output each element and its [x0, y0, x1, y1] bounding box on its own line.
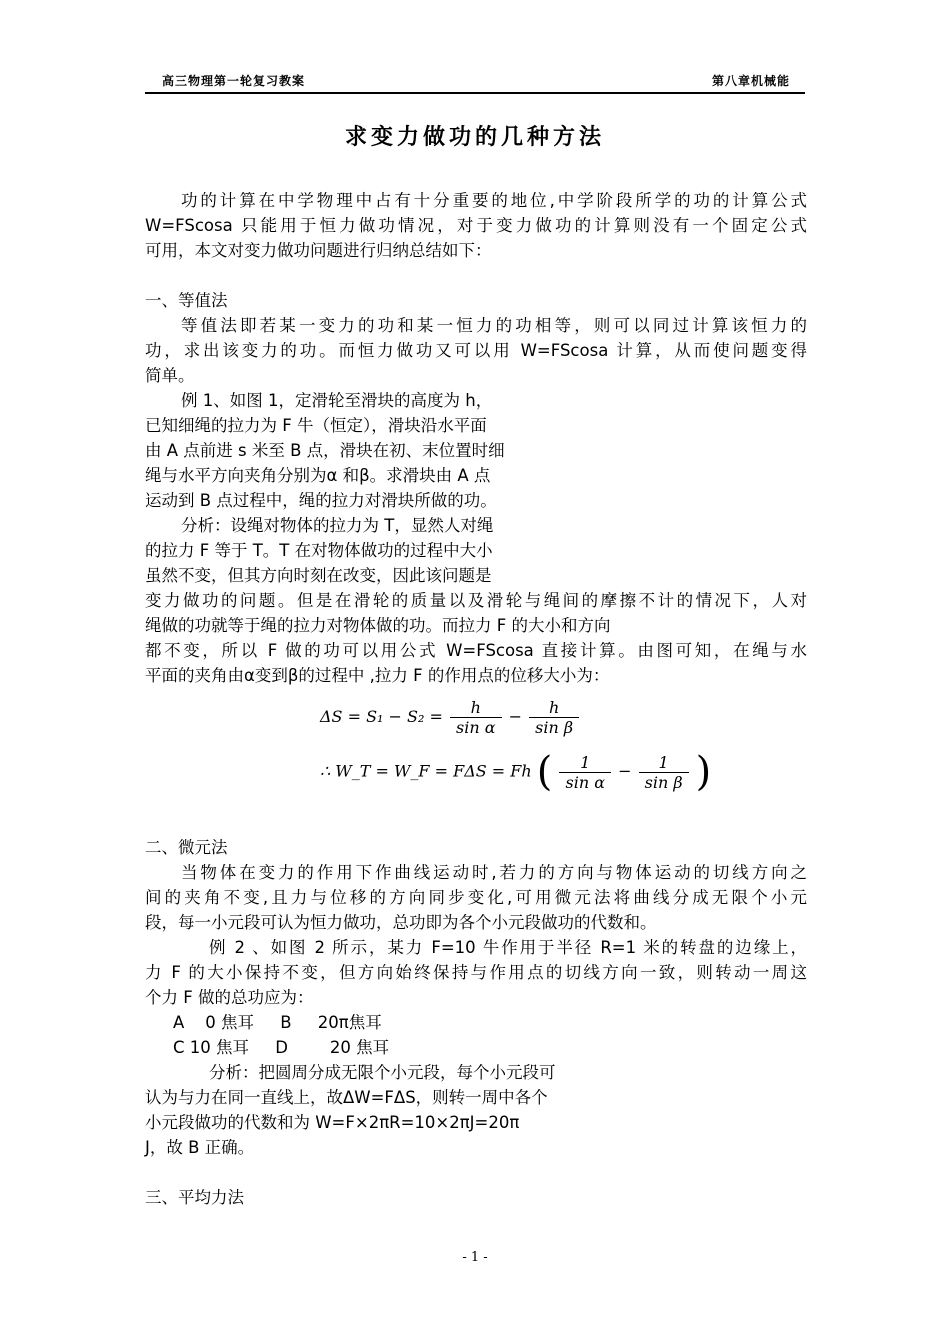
example-line: 由 A 点前进 s 米至 B 点，滑块在初、末位置时细: [145, 441, 505, 460]
header-right: 第八章机械能: [711, 74, 790, 88]
fraction: $\frac{h}{\text{sin α}}$: [450, 698, 502, 737]
analysis-line: 虽然不变，但其方向时刻在改变，因此该问题是: [145, 566, 492, 585]
section-heading: 一、等值法: [145, 291, 228, 310]
fraction: $\frac{1}{\text{sin α}}$: [559, 753, 611, 792]
analysis-line: 平面的夹角由α变到β的过程中 ,拉力 F 的作用点的位移大小为：: [145, 666, 610, 685]
example-line: 运动到 B 点过程中，绳的拉力对滑块所做的功。: [145, 491, 497, 510]
example-line: 个力 F 做的总功应为：: [145, 988, 314, 1007]
fraction: $\frac{1}{\text{sin β}}$: [639, 753, 689, 792]
analysis-line: 绳做的功就等于绳的拉力对物体做的功。而拉力 F 的大小和方向: [145, 616, 611, 635]
intro-line: W=FScosa 只能用于恒力做功情况，对于变力做功的计算则没有一个固定公式: [145, 216, 807, 235]
formula-lhs: ∴ W_T = W_F = FΔS = Fh: [320, 761, 532, 781]
example-line: 例 2 、如图 2 所示，某力 F=10 牛作用于半径 R=1 米的转盘的边缘上，: [209, 938, 807, 957]
page-title: 求变力做功的几种方法: [344, 124, 605, 150]
formula-delta-s: ΔS = S₁ − S₂ = $\frac{h}{\text{sin α}}$ − $\frac{h}{\text{sin β}}$: [320, 698, 581, 737]
paragraph-line: 功，求出该变力的功。而恒力做功又可以用 W=FScosa 计算，从而使问题变得: [145, 341, 807, 360]
example-line: 已知细绳的拉力为 F 牛（恒定），滑块沿水平面: [145, 416, 487, 435]
paragraph-line: 段，每一小元段可认为恒力做功，总功即为各个小元段做功的代数和。: [145, 913, 657, 932]
page-number: - 1 -: [462, 1250, 488, 1265]
header-rule: [145, 92, 805, 94]
body-block-1: [145, 188, 807, 688]
fraction: $\frac{h}{\text{sin β}}$: [529, 698, 579, 737]
paragraph-line: 间的夹角不变,且力与位移的方向同步变化,可用微元法将曲线分成无限个小元: [145, 888, 807, 907]
section-heading: 三、平均力法: [145, 1188, 244, 1207]
analysis-line: 分析：设绳对物体的拉力为 T，显然人对绳: [181, 516, 494, 535]
formula-lhs: ΔS = S₁ − S₂ =: [320, 707, 443, 726]
paragraph-line: 等值法即若某一变力的功和某一恒力的功相等，则可以同过计算该恒力的: [181, 316, 807, 335]
formula-work: ∴ W_T = W_F = FΔS = Fh ( $\frac{1}{\text{sin α}}$ − $\frac{1}{\text{sin β}}$ ): [320, 749, 712, 795]
analysis-line: J，故 B 正确。: [145, 1138, 255, 1157]
body-block-2: [145, 835, 807, 1210]
analysis-line: 认为与力在同一直线上，故ΔW=FΔS，则转一周中各个: [145, 1088, 548, 1107]
example-line: 绳与水平方向夹角分别为α 和β。求滑块由 A 点: [145, 466, 491, 485]
analysis-line: 小元段做功的代数和为 W=F×2πR=10×2πJ=20π: [145, 1113, 520, 1132]
header-left: 高三物理第一轮复习教案: [162, 74, 306, 88]
intro-line: 可用，本文对变力做功问题进行归纳总结如下：: [145, 241, 492, 260]
example-line: 力 F 的大小保持不变，但方向始终保持与作用点的切线方向一致，则转动一周这: [145, 963, 807, 982]
section-heading: 二、微元法: [145, 838, 228, 857]
paragraph-line: 当物体在变力的作用下作曲线运动时,若力的方向与物体运动的切线方向之: [181, 863, 807, 882]
analysis-line: 的拉力 F 等于 T。T 在对物体做功的过程中大小: [145, 541, 493, 560]
intro-line: 功的计算在中学物理中占有十分重要的地位,中学阶段所学的功的计算公式: [181, 191, 807, 210]
analysis-line: 变力做功的问题。但是在滑轮的质量以及滑轮与绳间的摩擦不计的情况下，人对: [145, 591, 807, 610]
paragraph-line: 简单。: [145, 366, 195, 385]
choice-line: A 0 焦耳 B 20π焦耳: [173, 1013, 382, 1032]
analysis-line: 分析：把圆周分成无限个小元段，每个小元段可: [209, 1063, 556, 1082]
example-line: 例 1、如图 1，定滑轮至滑块的高度为 h，: [181, 391, 493, 410]
analysis-line: 都不变，所以 F 做的功可以用公式 W=FScosa 直接计算。由图可知，在绳与水: [145, 641, 807, 660]
choice-line: C 10 焦耳 D 20 焦耳: [173, 1038, 390, 1057]
